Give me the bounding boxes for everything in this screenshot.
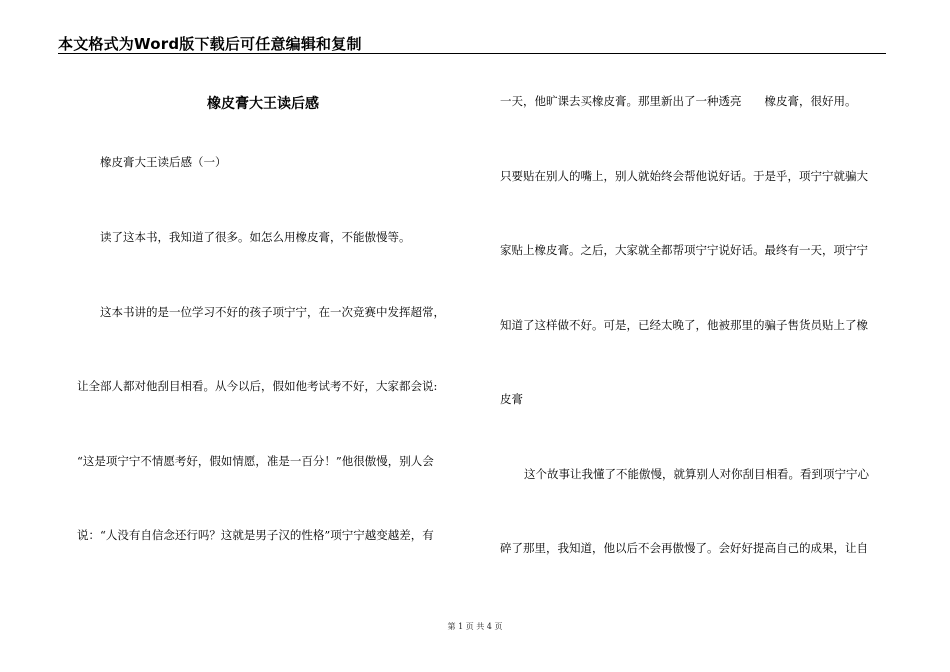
right-paragraph-line: 碎了那里，我知道，他以后不会再傲慢了。会好好提高自己的成果，让自 xyxy=(500,541,868,555)
left-paragraph-line: 橡皮膏大王读后感（一） xyxy=(100,155,227,169)
page-number-footer: 第 1 页 共 4 页 xyxy=(447,622,503,631)
header-divider xyxy=(58,53,886,54)
right-paragraph-line: 家贴上橡皮膏。之后，大家就全都帮项宁宁说好话。最终有一天，项宁宁 xyxy=(500,243,868,257)
right-paragraph-line: 知道了这样做不好。可是，已经太晚了，他被那里的骗子售货员贴上了橡 xyxy=(500,318,868,332)
left-paragraph-line: 这本书讲的是一位学习不好的孩子项宁宁，在一次竞赛中发挥超常， xyxy=(100,305,445,319)
right-paragraph-line: 皮膏 xyxy=(500,392,523,406)
right-paragraph-line: 只要贴在别人的嘴上，别人就始终会帮他说好话。于是乎，项宁宁就骗大 xyxy=(500,169,868,183)
right-paragraph-line: 一天，他旷课去买橡皮膏。那里新出了一种透亮 橡皮膏，很好用。 xyxy=(500,94,857,108)
right-paragraph-line: 这个故事让我懂了不能傲慢，就算别人对你刮目相看。看到项宁宁心 xyxy=(524,467,869,481)
left-paragraph-line: 让全部人都对他刮目相看。从今以后，假如他考试考不好，大家都会说: xyxy=(77,379,438,393)
document-header-banner: 本文格式为Word版下载后可任意编辑和复制 xyxy=(58,35,362,53)
left-paragraph-line: 说：“人没有自信念还行吗？这就是男子汉的性格”项宁宁越变越差，有 xyxy=(77,528,434,542)
left-paragraph-line: 读了这本书，我知道了很多。如怎么用橡皮膏，不能傲慢等。 xyxy=(100,230,411,244)
document-title: 橡皮膏大王读后感 xyxy=(207,96,319,112)
left-paragraph-line: “这是项宁宁不情愿考好，假如情愿，准是一百分！”他很傲慢，别人会 xyxy=(77,454,434,468)
